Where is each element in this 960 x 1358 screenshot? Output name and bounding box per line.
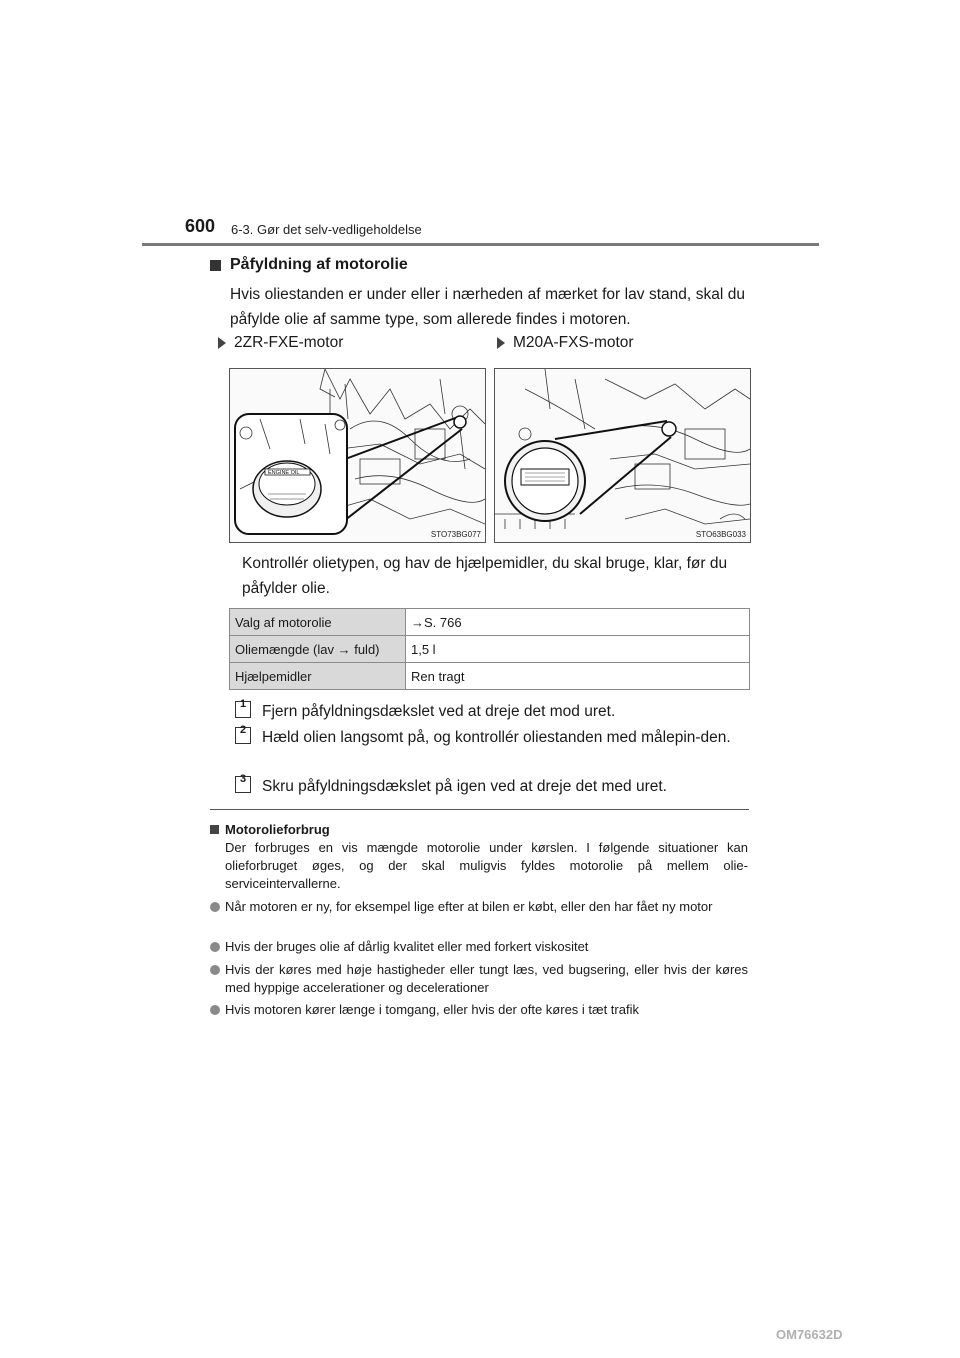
table-key: Valg af motorolie <box>230 609 406 636</box>
step-number: 3 <box>235 776 251 793</box>
engine-illustration-2zr <box>229 368 486 543</box>
step-text: Fjern påfyldningsdækslet ved at dreje det mod uret. <box>262 703 616 720</box>
engine-bay-drawing <box>495 369 750 542</box>
step-text: Hæld olien langsomt på, og kontrollér oliestanden med målepin-den. <box>262 729 731 746</box>
step-1 <box>235 699 742 724</box>
square-bullet-icon <box>210 260 221 271</box>
list-item <box>210 938 748 956</box>
footer-code: OM76632D <box>776 1327 843 1342</box>
image-code: STO63BG033 <box>695 530 746 539</box>
square-bullet-icon <box>210 825 219 834</box>
check-paragraph: Kontrollér olietypen, og hav de hjælpemidler, du skal bruge, klar, før du påfylder olie. <box>242 555 728 597</box>
engine-bay-drawing <box>230 369 485 542</box>
image-code: STO73BG077 <box>430 530 481 539</box>
step-2 <box>235 725 742 750</box>
note-divider <box>210 809 749 810</box>
motor-label-text: 2ZR-FXE-motor <box>234 334 344 351</box>
oil-spec-table <box>229 608 750 690</box>
list-item <box>210 1001 748 1019</box>
list-item-text: Hvis der bruges olie af dårlig kvalitet eller med forkert viskositet <box>225 939 589 954</box>
note-paragraph: Der forbruges en vis mængde motorolie under kørslen. I følgende situationer kan olieforbruget øges, og der skal muligvis fyldes motorolie på mellem olie-serviceintervallerne. <box>225 840 748 891</box>
list-item-text: Hvis motoren kører længe i tomgang, eller hvis der ofte køres i tæt trafik <box>225 1002 639 1017</box>
note-heading <box>210 822 330 837</box>
motor-label-text: M20A-FXS-motor <box>513 334 634 351</box>
intro-paragraph: Hvis oliestanden er under eller i nærheden af mærket for lav stand, skal du påfylde olie af samme type, som allerede findes i motoren. <box>230 286 745 328</box>
step-number: 2 <box>235 727 251 744</box>
bullet-dot-icon <box>210 965 220 975</box>
list-item <box>210 898 748 916</box>
section-title: 6-3. Gør det selv-vedligeholdelse <box>231 222 422 237</box>
bullet-dot-icon <box>210 942 220 952</box>
header-divider <box>142 243 819 246</box>
table-key: Oliemængde (lav → fuld) <box>230 636 406 663</box>
table-value: Ren tragt <box>406 663 750 690</box>
note-title: Motorolieforbrug <box>225 822 330 837</box>
step-3 <box>235 774 742 799</box>
step-text: Skru påfyldningsdækslet på igen ved at dreje det med uret. <box>262 778 667 795</box>
table-row <box>230 609 750 636</box>
table-key: Hjælpemidler <box>230 663 406 690</box>
motor-label-1 <box>218 334 343 352</box>
table-row <box>230 636 750 663</box>
triangle-bullet-icon <box>218 337 226 349</box>
bullet-dot-icon <box>210 902 220 912</box>
table-row <box>230 663 750 690</box>
table-value: 1,5 l <box>406 636 750 663</box>
motor-label-2 <box>497 334 634 352</box>
list-item <box>210 961 748 997</box>
list-item-text: Når motoren er ny, for eksempel lige efter at bilen er købt, eller den har fået ny motor <box>225 899 713 914</box>
list-item-text: Hvis der køres med høje hastigheder eller tungt læs, ved bugsering, eller hvis der køres med hyppige accelerationer og decelerationer <box>225 962 748 995</box>
section-heading <box>210 256 408 274</box>
page-number: 600 <box>185 216 216 236</box>
engine-illustration-m20a <box>494 368 751 543</box>
cap-label: ENGINE OIL <box>268 470 300 476</box>
bullet-dot-icon <box>210 1005 220 1015</box>
table-value: →S. 766 <box>406 609 750 636</box>
triangle-bullet-icon <box>497 337 505 349</box>
step-number: 1 <box>235 701 251 718</box>
heading-text: Påfyldning af motorolie <box>230 256 408 273</box>
